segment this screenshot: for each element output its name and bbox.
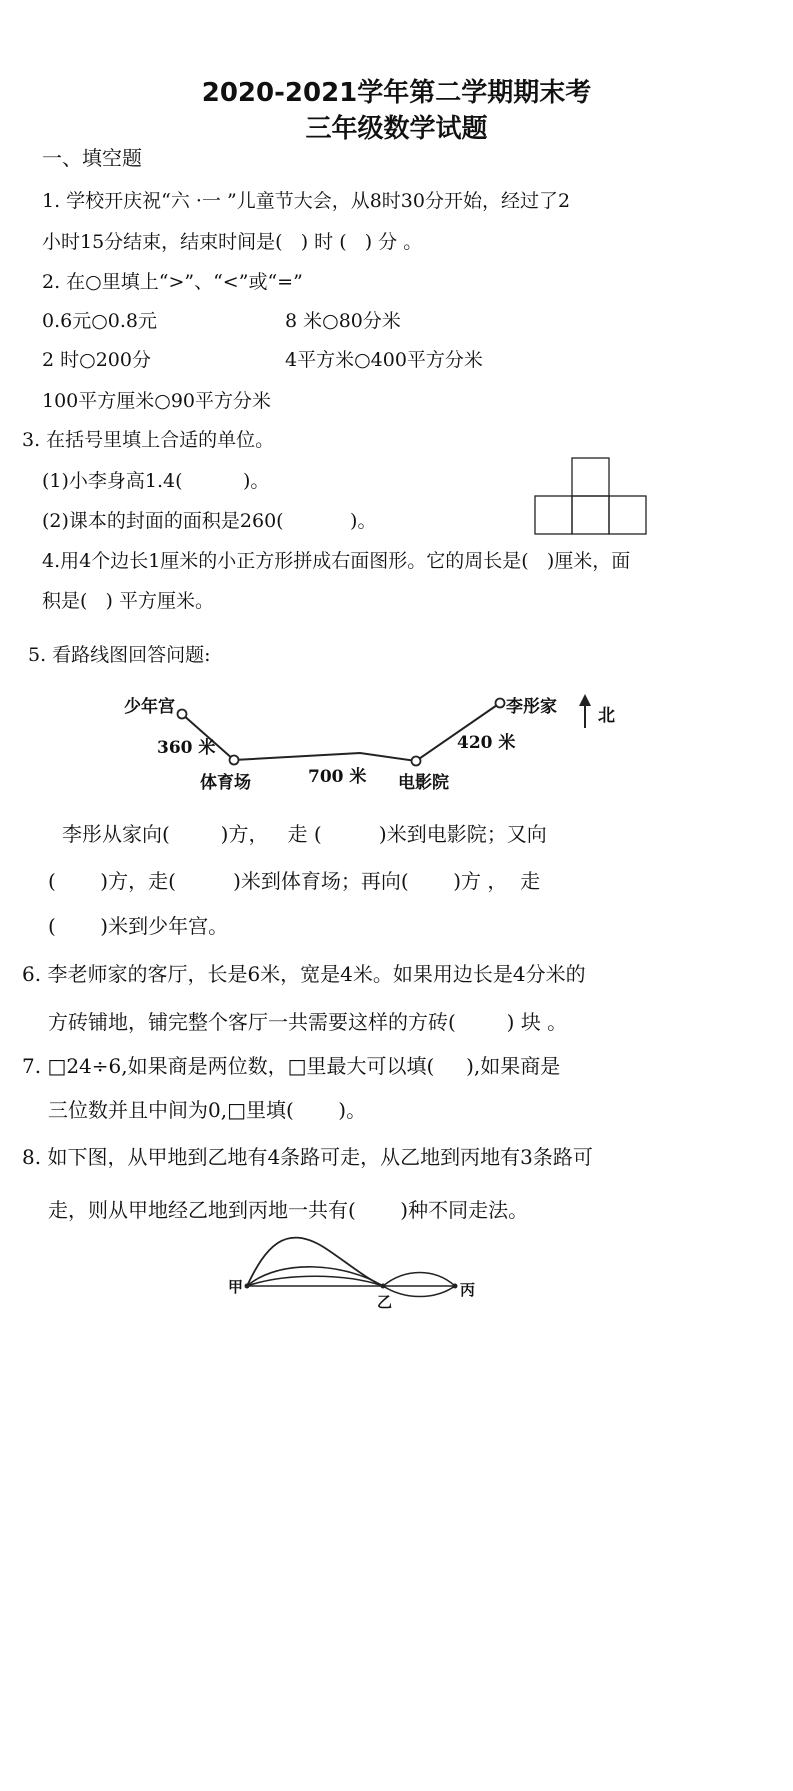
q4-line2: 积是( ) 平方厘米。 (42, 590, 214, 612)
q5-line1: 5. 看路线图回答问题: (28, 644, 211, 666)
page-title-line1: 2020-2021学年第二学期期末考 (201, 78, 592, 108)
place-tiyuchang: 体育场 (200, 773, 251, 793)
q3-item-a: (1)小李身高1.4( )。 (42, 470, 270, 492)
distance-700: 700 米 (308, 767, 367, 787)
q6-line1: 6. 李老师家的客厅，长是6米，宽是4米。如果用边长是4分米的 (22, 962, 586, 986)
north-label: 北 (598, 706, 615, 726)
q5-text2: ( )方，走( )米到体育场；再向( )方 ， 走 (48, 869, 541, 893)
q7-line1: 7. □24÷6,如果商是两位数，□里最大可以填( ),如果商是 (22, 1054, 561, 1078)
distance-420: 420 米 (457, 733, 516, 753)
q1-line1: 1. 学校开庆祝“六 ·一 ”儿童节大会，从8时30分开始，经过了2 (42, 190, 571, 212)
q7-line2: 三位数并且中间为0,□里填( )。 (48, 1098, 367, 1122)
q4-line1: 4.用4个边长1厘米的小正方形拼成右面图形。它的周长是( )厘米，面 (42, 550, 631, 572)
q5-text1: 李彤从家向( )方， 走 ( )米到电影院；又向 (62, 822, 547, 846)
place-dianyingyuan: 电影院 (398, 773, 449, 793)
point-jia: 甲 (228, 1278, 244, 1296)
q2-item-b: 8 米○80分米 (285, 310, 401, 332)
distance-360: 360 米 (157, 738, 216, 758)
q3-line1: 3. 在括号里填上合适的单位。 (22, 429, 275, 451)
q2-item-e: 100平方厘米○90平方分米 (42, 390, 272, 412)
q8-line2: 走，则从甲地经乙地到丙地一共有( )种不同走法。 (48, 1198, 529, 1222)
section-heading: 一、填空题 (42, 146, 142, 170)
q3-item-b: (2)课本的封面的面积是260( )。 (42, 510, 377, 532)
q2-item-d: 4平方米○400平方分米 (285, 349, 483, 371)
page-title-line2: 三年级数学试题 (305, 114, 488, 144)
place-lituojia: 李彤家 (506, 697, 557, 717)
paths-figure (225, 1228, 485, 1308)
q2-item-c: 2 时○200分 (42, 349, 151, 371)
point-bing: 丙 (460, 1281, 476, 1299)
point-yi: 乙 (377, 1293, 393, 1311)
squares-figure (530, 455, 650, 540)
q8-line1: 8. 如下图，从甲地到乙地有4条路可走，从乙地到丙地有3条路可 (22, 1145, 593, 1169)
q2-line1: 2. 在○里填上“>”、“<”或“=” (42, 271, 303, 293)
q2-item-a: 0.6元○0.8元 (42, 310, 158, 332)
place-shaoniangong: 少年宫 (124, 697, 175, 717)
q1-line2: 小时15分结束，结束时间是( ) 时 ( ) 分 。 (42, 231, 423, 253)
q6-line2: 方砖铺地，铺完整个客厅一共需要这样的方砖( ) 块 。 (48, 1010, 568, 1034)
q5-text3: ( )米到少年宫。 (48, 914, 229, 938)
